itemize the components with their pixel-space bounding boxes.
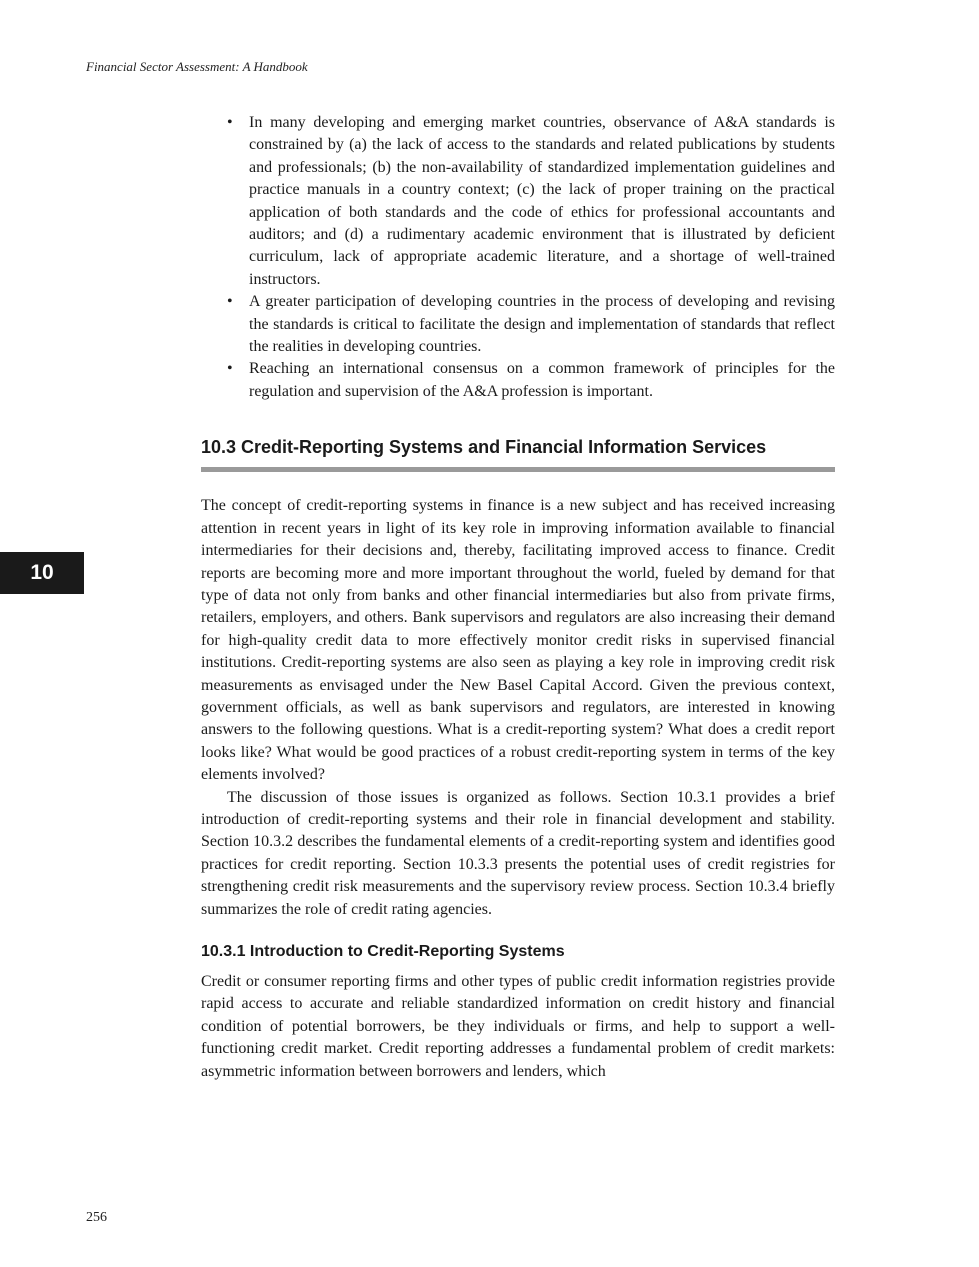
subsection-paragraph: Credit or consumer reporting firms and other types of public credit information registries provide rapid access to accurate and reliable standardized information on credit history and financial condition of potential borrowers, be they individuals or firms, and help to support a well-functioning credit market. Credit reporting addresses a fundamental problem of credit markets: asymmetric information between borrowers and lenders, which — [201, 973, 835, 1080]
bullet-item — [201, 112, 835, 291]
page-number: 256 — [86, 1210, 107, 1225]
bullet-item — [201, 291, 835, 358]
subsection-heading: 10.3.1 Introduction to Credit-Reporting Systems — [201, 943, 565, 960]
bullet-icon: • — [227, 360, 233, 378]
bullet-icon: • — [227, 114, 233, 131]
section-heading: 10.3 Credit-Reporting Systems and Financial Information Services — [201, 436, 835, 472]
running-head-title: Financial Sector Assessment: A Handbook — [86, 59, 308, 74]
section-paragraph: The discussion of those issues is organized as follows. Section 10.3.1 provides a brief introduction of credit-reporting systems and their role in financial development and stability. Section 10.3.2 describes the fundamental elements of a credit-reporting system and identifies good practices for credit reporting. Section 10.3.3 presents the potential uses of credit registries for strengthening credit risk measurements and the supervisory review process. Section 10.3.4 briefly summarizes the role of credit rating agencies. — [201, 788, 835, 918]
bullet-list — [201, 112, 835, 403]
bullet-text: In many developing and emerging market countries, observance of A&A standards is constrained by (a) the lack of access to the standards and related publications by students and professionals; (b) the non-availability of standardized implementation guidelines and practice manuals in a country context; (c) the lack of proper training on the practical application of both standards and the code of ethics for professional accountants and auditors; and (d) a rudimentary academic environment that is illustrated by deficient curriculum, lack of appropriate academic literature, and a shortage of well-trained instructors. — [249, 114, 835, 288]
bullet-text: A greater participation of developing countries in the process of developing and revising the standards is critical to facilitate the design and implementation of standards that reflect the realities in developing countries. — [249, 293, 835, 356]
bullet-item — [201, 358, 835, 403]
section-paragraph: The concept of credit-reporting systems in finance is a new subject and has received increasing attention in recent years in light of its key role in improving information available to financial intermediaries for their decisions and, thereby, facilitating improved access to finance. Credit reports are becoming more and more important throughout the world, fueled by demand for that type of data not only from banks and other financial intermediaries but also from private firms, retailers, employers, and others. Bank supervisors and regulators are also increasing their demand for high-quality credit data to more effectively monitor credit risks in supervised financial institutions. Credit-reporting systems are also seen as playing a key role in improving credit risk measurements as envisaged under the New Basel Capital Accord. Given the previous context, government officials, as well as bank supervisors and regulators, are interested in knowing answers to the following questions. What is a credit-reporting system? What does a credit report looks like? What would be good practices of a robust credit-reporting system in terms of the key elements involved? — [201, 497, 835, 784]
bullet-icon: • — [227, 293, 233, 311]
chapter-tab: 10 — [0, 552, 84, 594]
main-text-column — [201, 112, 835, 1083]
bullet-text: Reaching an international consensus on a common framework of principles for the regulation and supervision of the A&A profession is important. — [249, 360, 835, 400]
